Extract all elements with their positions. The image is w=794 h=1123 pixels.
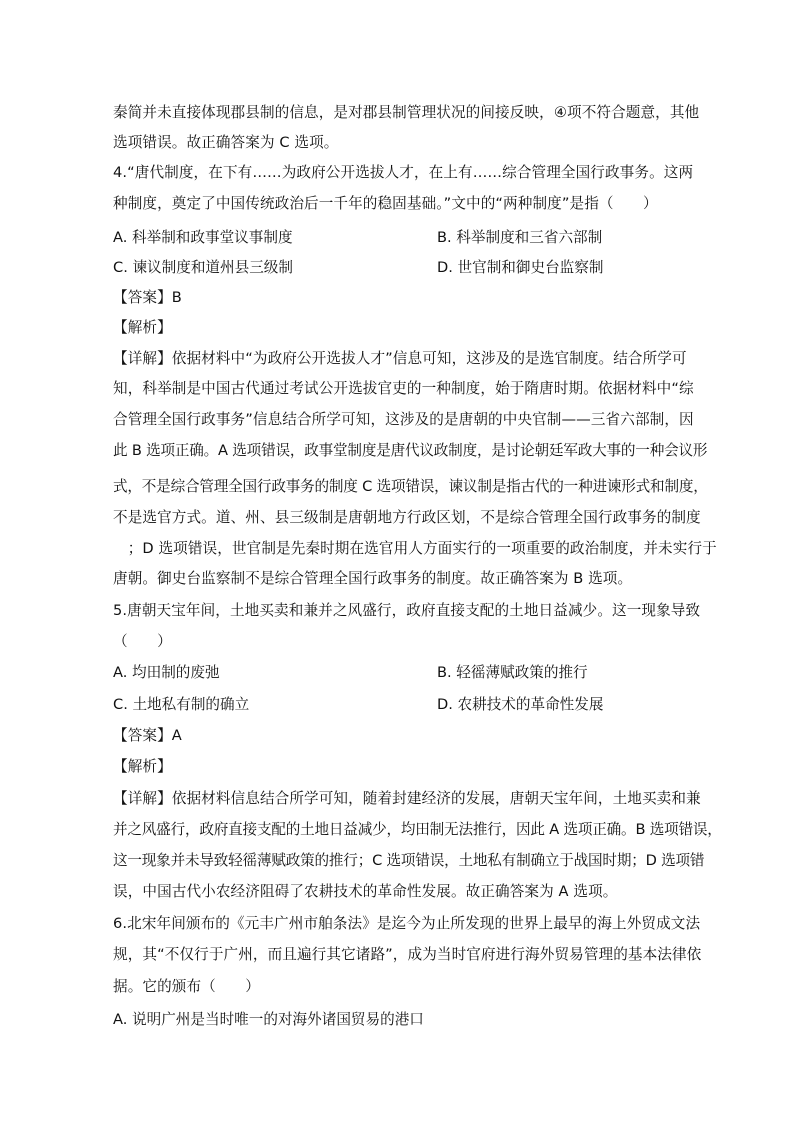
q5-answer: 【答案】A (113, 727, 182, 744)
q5-option-c: C. 土地私有制的确立 (113, 696, 250, 713)
q4-detail-line: 【详解】依据材料中“为政府公开选拔人才”信息可知，这涉及的是选官制度。结合所学可 (113, 350, 687, 367)
q5-stem-line: 5.唐朝天宝年间，土地买卖和兼并之风盛行，政府直接支配的土地日益减少。这一现象导致 (113, 602, 701, 619)
q4-detail-line: 式，不是综合管理全国行政事务的制度 C 选项错误，谏议制是指古代的一种进谏形式和制度， (113, 478, 708, 495)
q5-option-d: D. 农耕技术的革命性发展 (437, 696, 604, 713)
q4-detail-line: 知，科举制是中国古代通过考试公开选拔官吏的一种制度，始于隋唐时期。依据材料中“综 (113, 380, 694, 397)
q4-stem-line: 4.“唐代制度，在下有……为政府公开选拔人才，在上有……综合管理全国行政事务。这两 (113, 164, 694, 181)
q4-detail-line: 唐朝。御史台监察制不是综合管理全国行政事务的制度。故正确答案为 B 选项。 (113, 570, 633, 587)
q4-detail-line: 不是选官方式。道、州、县三级制是唐朝地方行政区划，不是综合管理全国行政事务的制度 (113, 509, 701, 526)
q5-detail-line: 这一现象并未导致轻徭薄赋政策的推行；C 选项错误，土地私有制确立于战国时期；D 选项错 (113, 852, 705, 869)
q4-detail-line: 此 B 选项正确。A 选项错误，政事堂制度是唐代议政制度，是讨论朝廷军政大事的一种会议形 (113, 442, 708, 459)
q5-stem-line: （ ） (113, 633, 172, 650)
q4-detail-line: 合管理全国行政事务”信息结合所学可知，这涉及的是唐朝的中央官制——三省六部制，因 (113, 411, 694, 428)
q4-option-a: A. 科举制和政事堂议事制度 (113, 229, 293, 246)
q3-analysis-line: 选项错误。故正确答案为 C 选项。 (113, 134, 339, 151)
q5-option-a: A. 均田制的废弛 (113, 664, 220, 681)
q6-option-a: A. 说明广州是当时唯一的对海外诸国贸易的港口 (113, 1011, 424, 1028)
q4-option-d: D. 世官制和御史台监察制 (437, 259, 604, 276)
q5-detail-line: 误，中国古代小农经济阻碍了农耕技术的革命性发展。故正确答案为 A 选项。 (113, 883, 618, 900)
q5-detail-line: 并之风盛行，政府直接支配的土地日益减少，均田制无法推行，因此 A 选项正确。B 选项错误， (113, 821, 722, 838)
q6-stem-line: 规，其“不仅行于广州，而且遍行其它诸路”，成为当时官府进行海外贸易管理的基本法律依 (113, 946, 702, 963)
q4-detail-line: ；D 选项错误，世官制是先秦时期在选官用人方面实行的一项重要的政治制度，并未实行于 (113, 540, 717, 557)
q5-analysis-heading: 【解析】 (113, 758, 172, 775)
q4-option-b: B. 科举制度和三省六部制 (437, 229, 603, 246)
q4-option-c: C. 谏议制度和道州县三级制 (113, 259, 294, 276)
q4-analysis-heading: 【解析】 (113, 319, 172, 336)
q6-stem-line: 据。它的颁布（ ） (113, 978, 260, 995)
q5-option-b: B. 轻徭薄赋政策的推行 (437, 664, 588, 681)
q5-detail-line: 【详解】依据材料信息结合所学可知，随着封建经济的发展，唐朝天宝年间，土地买卖和兼 (113, 790, 701, 807)
q3-analysis-line: 秦简并未直接体现郡县制的信息，是对郡县制管理状况的间接反映，④项不符合题意，其他 (113, 104, 700, 121)
q4-stem-line: 种制度，奠定了中国传统政治后一千年的稳固基础。”文中的“两种制度”是指（ ） (113, 195, 658, 212)
q6-stem-line: 6.北宋年间颁布的《元丰广州市舶条法》是迄今为止所发现的世界上最早的海上外贸成文法 (113, 915, 701, 932)
q4-answer: 【答案】B (113, 289, 182, 306)
